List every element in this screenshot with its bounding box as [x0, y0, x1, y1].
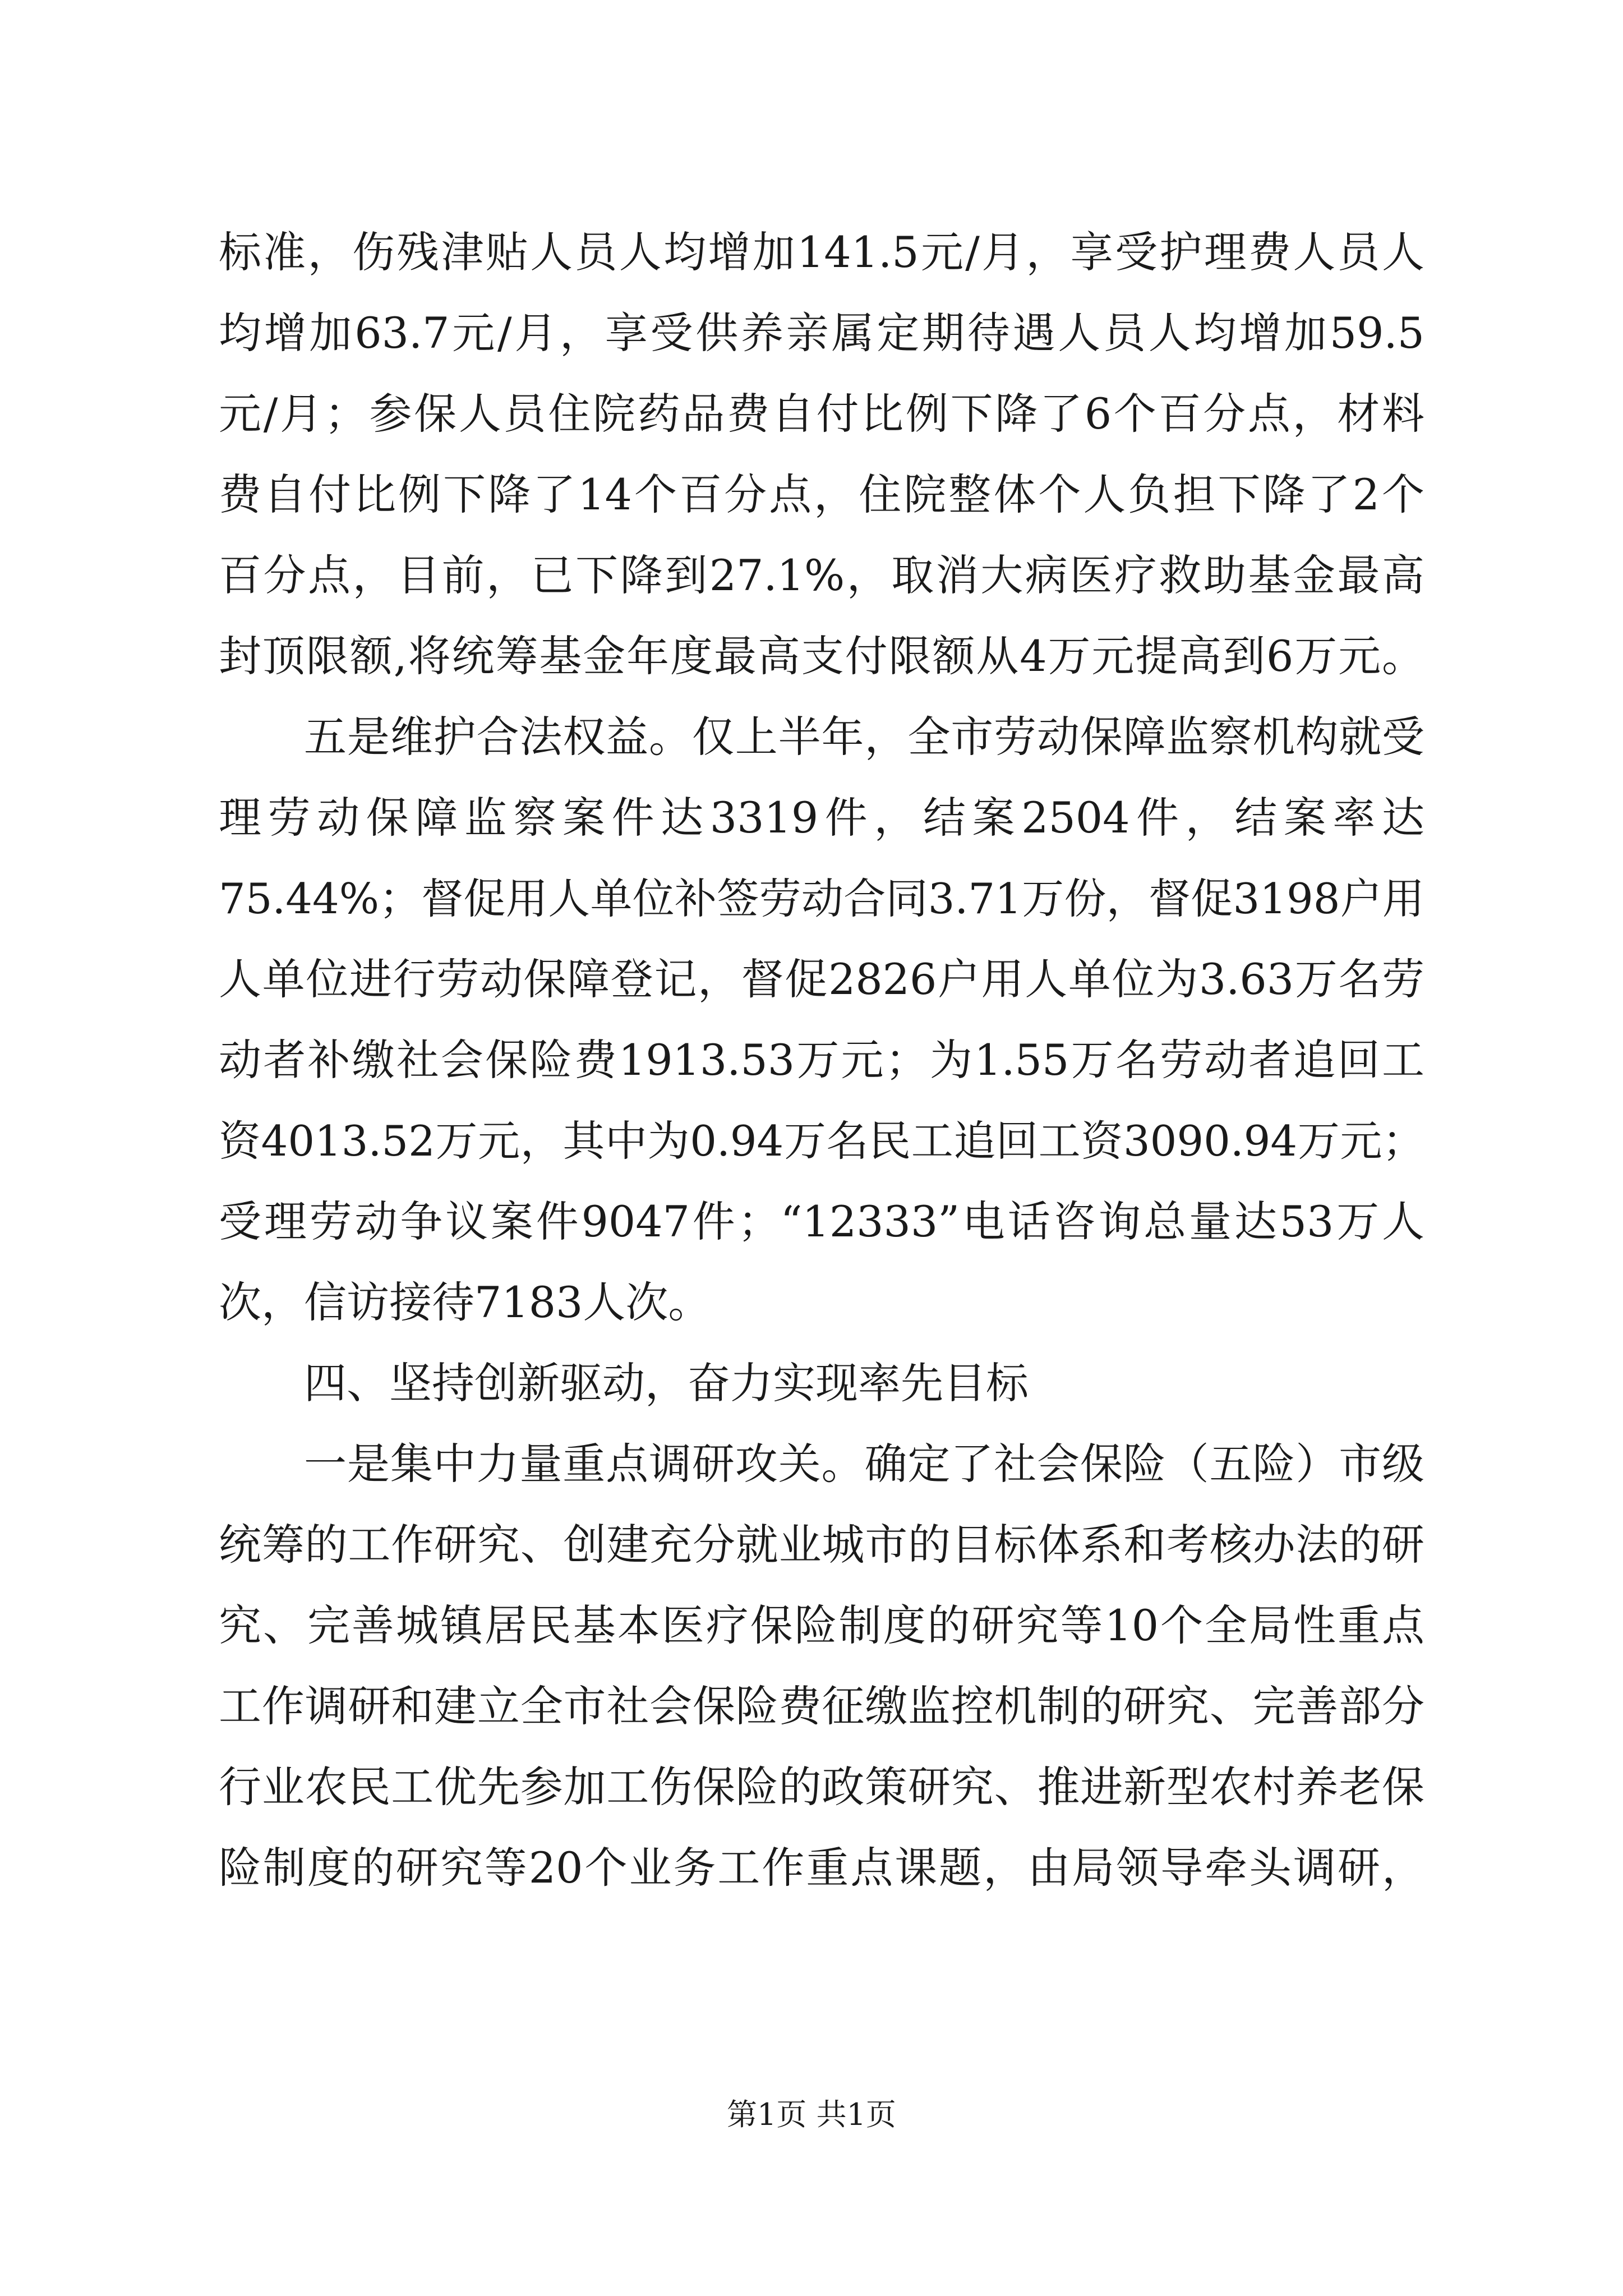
text-line: 百分点，目前，已下降到27.1%，取消大病医疗救助基金最高: [219, 550, 1424, 600]
text-line: 行业农民工优先参加工伤保险的政策研究、推进新型农村养老保: [219, 1762, 1424, 1812]
text-line: 险制度的研究等20个业务工作重点课题，由局领导牵头调研，: [219, 1843, 1424, 1893]
text-line: 动者补缴社会保险费1913.53万元；为1.55万名劳动者追回工: [219, 1035, 1424, 1085]
text-line: 费自付比例下降了14个百分点，住院整体个人负担下降了2个: [219, 470, 1424, 519]
page-footer: 第1页 共1页: [727, 2097, 896, 2132]
text-line: 资4013.52万元，其中为0.94万名民工追回工资3090.94万元；: [219, 1116, 1424, 1166]
text-line: 标准，伤残津贴人员人均增加141.5元/月，享受护理费人员人: [219, 227, 1424, 277]
text-line: 五是维护合法权益。仅上半年，全市劳动保障监察机构就受: [304, 712, 1424, 762]
text-line: 统筹的工作研究、创建充分就业城市的目标体系和考核办法的研: [219, 1520, 1424, 1570]
text-line: 次，信访接待7183人次。: [219, 1277, 711, 1327]
text-line: 75.44%；督促用人单位补签劳动合同3.71万份，督促3198户用: [219, 874, 1424, 923]
text-line: 一是集中力量重点调研攻关。确定了社会保险（五险）市级: [304, 1439, 1424, 1489]
text-line: 四、坚持创新驱动，奋力实现率先目标: [304, 1358, 1029, 1408]
text-line: 元/月；参保人员住院药品费自付比例下降了6个百分点，材料: [219, 389, 1424, 439]
text-line: 受理劳动争议案件9047件；“12333”电话咨询总量达53万人: [219, 1197, 1424, 1246]
text-line: 工作调研和建立全市社会保险费征缴监控机制的研究、完善部分: [219, 1681, 1424, 1731]
text-line: 理劳动保障监察案件达3319件，结案2504件，结案率达: [219, 793, 1424, 843]
text-line: 人单位进行劳动保障登记，督促2826户用人单位为3.63万名劳: [219, 954, 1424, 1004]
text-line: 均增加63.7元/月，享受供养亲属定期待遇人员人均增加59.5: [219, 308, 1424, 358]
text-line: 封顶限额,将统筹基金年度最高支付限额从4万元提高到6万元。: [219, 631, 1424, 681]
text-line: 究、完善城镇居民基本医疗保险制度的研究等10个全局性重点: [219, 1600, 1424, 1650]
